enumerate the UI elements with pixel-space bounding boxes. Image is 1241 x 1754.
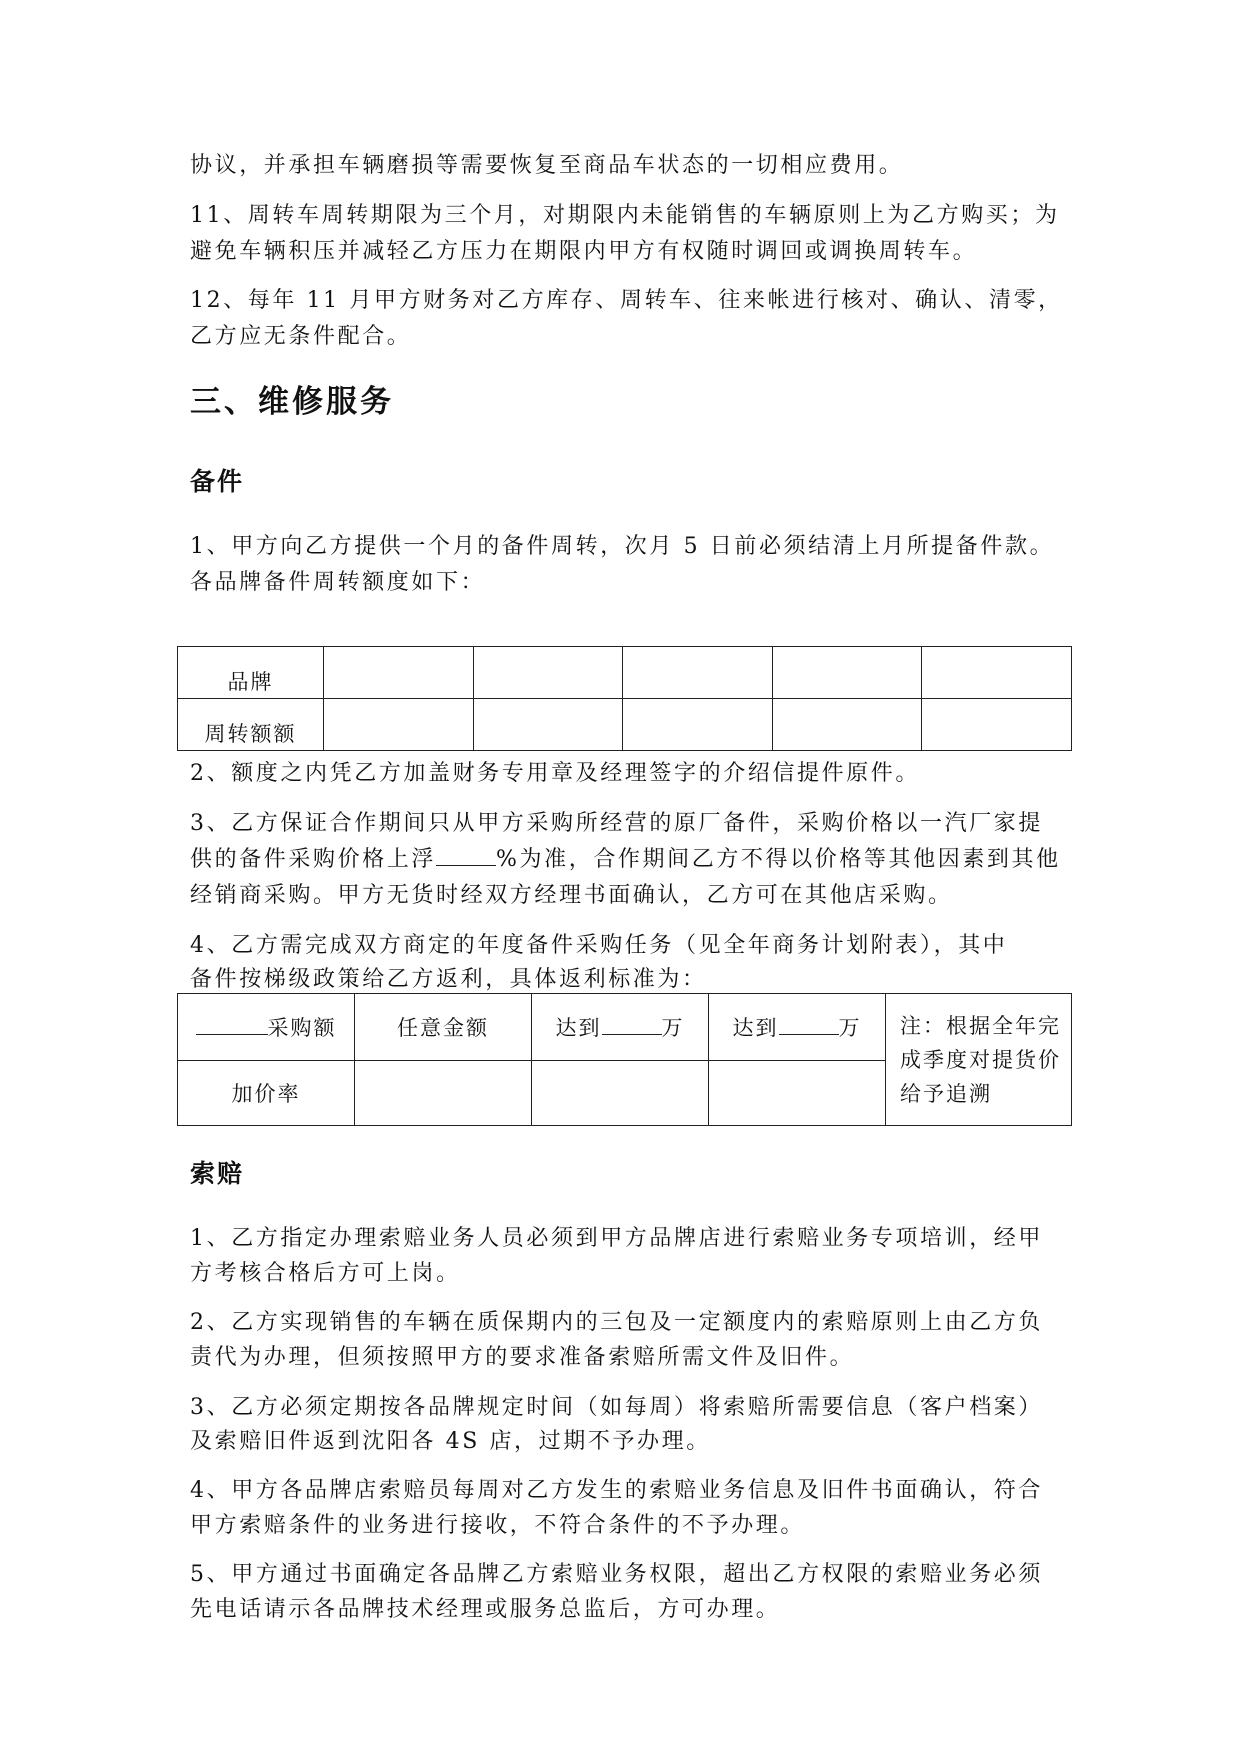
spare-parts-item-3-line-3: 经销商采购。甲方无货时经双方经理书面确认，乙方可在其他店采购。 xyxy=(190,883,953,908)
quota-cell xyxy=(473,699,623,751)
quota-cell xyxy=(922,699,1072,751)
spare-parts-item-2: 2、额度之内凭乙方加盖财务专用章及经理签字的介绍信提件原件。 xyxy=(190,761,920,786)
markup-rate-cell xyxy=(532,1061,709,1126)
claims-item-4-line-1: 4、甲方各品牌店索赔员每周对乙方发生的索赔业务信息及旧件书面确认，符合 xyxy=(190,1478,1043,1503)
claims-heading: 索赔 xyxy=(190,1159,245,1188)
spare-parts-item-3-line-2 xyxy=(190,842,1070,878)
paragraph-12-line-1: 12、每年 11 月甲方财务对乙方库存、周转车、往来帐进行核对、确认、清零， xyxy=(190,288,1063,313)
brand-cell xyxy=(473,647,623,699)
claims-item-2-line-1: 2、乙方实现销售的车辆在质保期内的三包及一定额度内的索赔原则上由乙方负 xyxy=(190,1310,1043,1335)
claims-item-5-line-1: 5、甲方通过书面确定各品牌乙方索赔业务权限，超出乙方权限的索赔业务必须 xyxy=(190,1562,1043,1587)
brand-quota-table xyxy=(177,646,1072,751)
tier-2-unit: 万 xyxy=(838,1016,862,1040)
section-title: 三、维修服务 xyxy=(190,384,394,420)
claims-item-1-line-2: 方考核合格后方可上岗。 xyxy=(190,1261,461,1286)
markup-rate-cell xyxy=(355,1061,532,1126)
markup-rate-cell xyxy=(709,1061,886,1126)
quota-label-cell: 周转额额 xyxy=(178,699,324,751)
brand-cell xyxy=(772,647,922,699)
spare-parts-item-1-line-1: 1、甲方向乙方提供一个月的备件周转，次月 5 日前必须结清上月所提备件款。 xyxy=(190,534,1055,559)
brand-label-cell: 品牌 xyxy=(178,647,324,699)
spare-parts-item-4-line-2: 备件按梯级政策给乙方返利，具体返利标准为： xyxy=(190,967,707,992)
tier-2-blank xyxy=(779,1016,839,1035)
purchase-amount-header xyxy=(178,994,355,1061)
table-row xyxy=(178,647,1072,699)
paragraph-12-line-2: 乙方应无条件配合。 xyxy=(190,324,412,349)
brand-cell xyxy=(623,647,773,699)
tier-2-header xyxy=(709,994,886,1061)
spare-parts-item-3-line-1: 3、乙方保证合作期间只从甲方采购所经营的原厂备件，采购价格以一汽厂家提 xyxy=(190,811,1043,836)
rebate-table xyxy=(177,993,1072,1126)
quota-cell xyxy=(324,699,474,751)
paragraph-11-line-1: 11、周转车周转期限为三个月，对期限内未能销售的车辆原则上为乙方购买；为 xyxy=(190,203,1060,228)
purchase-amount-label: 采购额 xyxy=(267,1016,337,1040)
amount-blank xyxy=(196,1016,268,1035)
tier-1-header xyxy=(532,994,709,1061)
any-amount-header: 任意金额 xyxy=(355,994,532,1061)
tier-1-unit: 万 xyxy=(661,1016,685,1040)
tier-1-prefix: 达到 xyxy=(555,1016,602,1040)
brand-cell xyxy=(324,647,474,699)
brand-cell xyxy=(922,647,1072,699)
quota-cell xyxy=(623,699,773,751)
claims-item-3-line-1: 3、乙方必须定期按各品牌规定时间（如每周）将索赔所需要信息（客户档案） xyxy=(190,1395,1043,1420)
paragraph-11-line-2: 避免车辆积压并减轻乙方压力在期限内甲方有权随时调回或调换周转车。 xyxy=(190,239,978,264)
spare-parts-item-4-line-1: 4、乙方需完成双方商定的年度备件采购任务（见全年商务计划附表），其中 xyxy=(190,933,1008,958)
quota-cell xyxy=(772,699,922,751)
claims-item-1-line-1: 1、乙方指定办理索赔业务人员必须到甲方品牌店进行索赔业务专项培训，经甲 xyxy=(190,1226,1043,1251)
claims-item-5-line-2: 先电话请示各品牌技术经理或服务总监后，方可办理。 xyxy=(190,1597,781,1622)
tier-2-prefix: 达到 xyxy=(732,1016,779,1040)
tier-1-blank xyxy=(602,1016,662,1035)
table-row xyxy=(178,994,1072,1061)
spare-parts-item-1-line-2: 各品牌备件周转额度如下： xyxy=(190,570,486,595)
table-row xyxy=(178,699,1072,751)
claims-item-4-line-2: 甲方索赔条件的业务进行接收，不符合条件的不予办理。 xyxy=(190,1513,806,1538)
item-3-text-b: %为准，合作期间乙方不得以价格等其他因素到其他 xyxy=(496,847,1061,872)
claims-item-3-line-2: 及索赔旧件返到沈阳各 4S 店，过期不予办理。 xyxy=(190,1429,711,1454)
claims-item-2-line-2: 责代为办理，但须按照甲方的要求准备索赔所需文件及旧件。 xyxy=(190,1345,855,1370)
spare-parts-heading: 备件 xyxy=(190,467,245,496)
markup-rate-label: 加价率 xyxy=(178,1061,355,1126)
item-3-text-a: 供的备件采购价格上浮 xyxy=(190,847,437,872)
retroactive-note: 注：根据全年完成季度对提货价给予追溯 xyxy=(886,994,1072,1126)
markup-percent-blank xyxy=(436,847,496,866)
paragraph-10-continued: 协议，并承担车辆磨损等需要恢复至商品车状态的一切相应费用。 xyxy=(190,153,904,178)
